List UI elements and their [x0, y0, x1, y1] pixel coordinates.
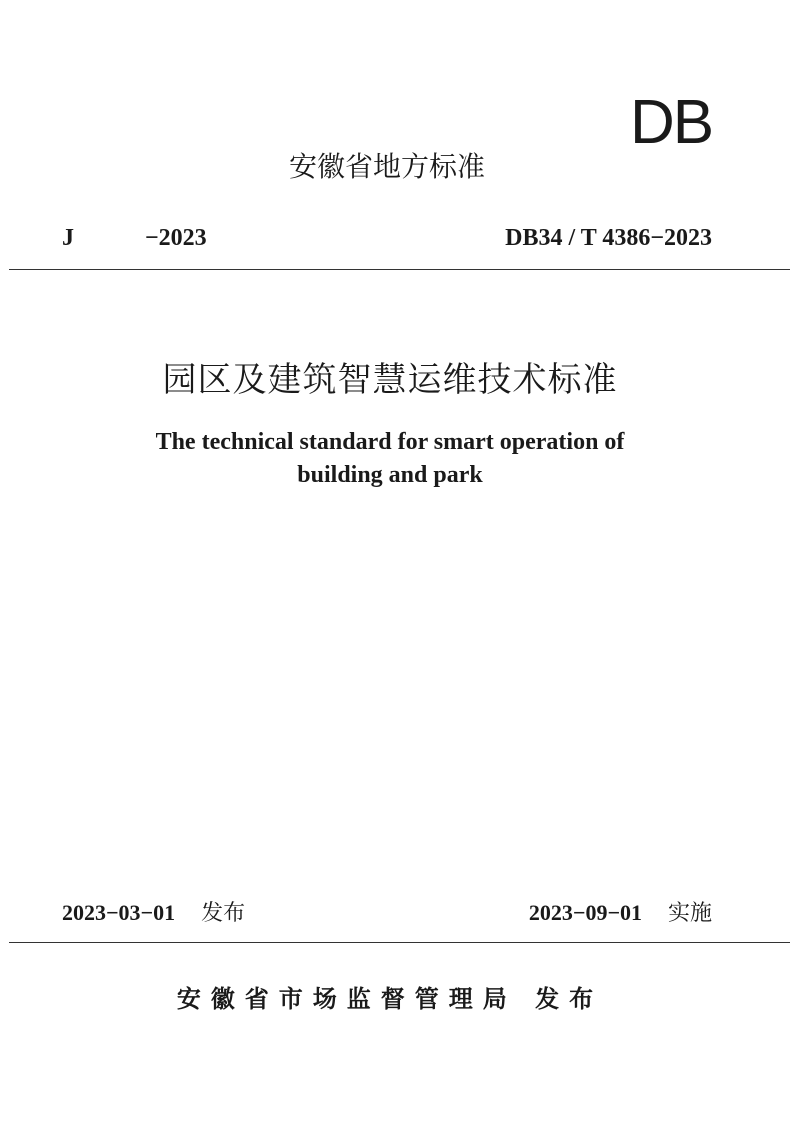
issue-date: 2023−03−01 — [62, 900, 176, 925]
db-logo: DB — [630, 88, 713, 157]
top-divider — [9, 269, 790, 270]
standard-number: DB34 / T 4386−2023 — [505, 225, 712, 251]
implementation-date: 2023−09−01 — [528, 900, 642, 925]
j-year-code: −2023 — [145, 225, 207, 251]
publisher: 安徽省市场监督管理局 发布 — [176, 985, 604, 1013]
title-english-line-1: The technical standard for smart operation of — [155, 429, 625, 455]
issue-label: 发布 — [201, 901, 246, 926]
j-code: J — [62, 225, 74, 251]
title-chinese: 园区及建筑智慧运维技术标准 — [162, 360, 618, 400]
issue-date-block — [62, 900, 245, 927]
implementation-date-block — [529, 900, 712, 927]
standard-type: 安徽省地方标准 — [288, 150, 485, 183]
title-english-line-2: building and park — [297, 462, 483, 488]
implementation-label: 实施 — [667, 901, 712, 926]
bottom-divider — [9, 942, 790, 943]
